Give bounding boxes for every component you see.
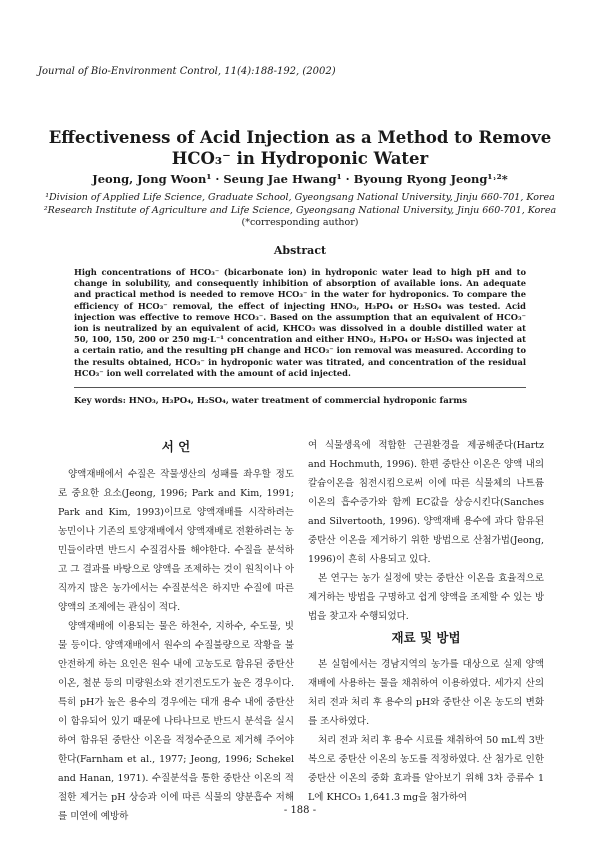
affiliation-1: ¹Division of Applied Life Science, Graduate School, Gyeongsang National University, Jinju 660-701, Korea [45, 192, 555, 203]
abstract-divider [74, 387, 526, 388]
section-heading-materials-methods: 재료 및 방법 [391, 630, 461, 645]
author-list: Jeong, Jong Woon¹ · Seung Jae Hwang¹ · Byoung Ryong Jeong¹˒²* [92, 172, 508, 186]
right-column-bottom [308, 655, 544, 807]
body-paragraph: 처리 전과 처리 후 용수 시료를 채취하여 50 mL씩 3반복으로 중탄산 이온의 농도를 적정하였다. 산 첨가로 인한 중탄산 이온의 중화 효과를 알아보기 위해 3차 증류수 1 L에 KHCO₃ 1,641.3 mg을 첨가하여 [308, 735, 544, 803]
body-paragraph: 본 실험에서는 경남지역의 농가를 대상으로 실제 양액재배에 사용하는 물을 채취하여 이용하였다. 세가지 산의 처리 전과 처리 후 용수의 pH와 중탄산 이온 농도의 변화를 조사하였다. [308, 659, 544, 727]
page-number: - 188 - [283, 805, 317, 816]
right-column-top [308, 436, 544, 626]
title-line-1: Effectiveness of Acid Injection as a Method to Remove [48, 128, 552, 147]
journal-citation: Journal of Bio-Environment Control, 11(4):188-192, (2002) [38, 66, 336, 77]
abstract-heading: Abstract [273, 244, 327, 257]
corresponding-author-note: (*corresponding author) [241, 217, 359, 228]
body-paragraph: 양액재배에서 수질은 작물생산의 성패를 좌우할 정도로 중요한 요소(Jeong, 1996; Park and Kim, 1991; Park and Kim, 1993)이므로 양액재배를 시작하려는 농민이나 기존의 토양재배에서 양액재배로 전환하려는 농민들이라면 반드시 수질검사를 해야한다. 수질을 분석하고 그 결과를 바탕으로 양액을 조제하는 것이 원칙이나 아직까지 많은 농가에서는 수질분석은 하지만 수질에 따른 양액의 조제에는 관심이 적다. [58, 469, 294, 613]
body-paragraph: 여 식물생육에 적합한 근권환경을 제공해준다(Hartz and Hochmuth, 1996). 한편 중탄산 이온은 양액 내의 칼슘이온을 침전시킴으로써 이에 따른 식물체의 나트륨 이온의 흡수증가와 함께 EC값을 상승시킨다(Sanches and Silvertooth, 1996). 양액재배 용수에 과다 함유된 중탄산 이온을 제거하기 위한 방법으로 산첨가법(Jeong, 1996)이 흔히 사용되고 있다. [308, 440, 544, 565]
section-heading-introduction: 서 언 [161, 439, 191, 454]
affiliations [0, 191, 600, 217]
left-column [58, 465, 294, 826]
affiliation-2: ²Research Institute of Agriculture and Life Science, Gyeongsang National University, Jinju 660-701, Korea [43, 205, 557, 216]
title-line-2: HCO₃⁻ in Hydroponic Water [171, 149, 429, 168]
body-paragraph: 본 연구는 농가 실정에 맞는 중탄산 이온을 효율적으로 제거하는 방법을 구명하고 쉽게 양액을 조제할 수 있는 방법을 찾고자 수행되었다. [308, 573, 544, 622]
keywords: Key words: HNO₃, H₃PO₄, H₂SO₄, water treatment of commercial hydroponic farms [74, 396, 467, 406]
paper-title [0, 127, 600, 169]
body-paragraph: 양액재배에 이용되는 물은 하천수, 지하수, 수도물, 빗물 등이다. 양액재배에서 원수의 수질불량으로 작황을 불안전하게 하는 요인은 원수 내에 고농도로 함유된 중탄산 이온, 철분 등의 미량원소와 전기전도도가 높은 경우이다. 특히 pH가 높은 용수의 경우에는 대개 용수 내에 중탄산이 함유되어 있기 때문에 나타나므로 반드시 분석을 실시하여 함유된 중탄산 이온을 적정수준으로 제거해 주어야 한다(Farnham et al., 1977; Jeong, 1996; Schekel and Hanan, 1971). 수질분석을 통한 중탄산 이온의 적절한 제거는 pH 상승과 이에 따른 식물의 양분흡수 저해를 미연에 예방하 [58, 621, 294, 822]
abstract-text: High concentrations of HCO₃⁻ (bicarbonate ion) in hydroponic water lead to high pH and to change in solubility, and consequently inhibition of absorption of available ions. An adequate and practical method is needed to remove HCO₃⁻ in the water for hydroponics. To compare the efficiency of HCO₃⁻ removal, the effect of injecting HNO₃, H₃PO₄ or H₂SO₄ was tested. Acid injection was effective to remove HCO₃⁻. Based on the assumption that an equivalent of HCO₃⁻ ion is neutralized by an equivalent of acid, KHCO₃ was dissolved in a double distilled water at 50, 100, 150, 200 or 250 mg·L⁻¹ concentration and either HNO₃, H₃PO₄ or H₂SO₄ was injected at a certain ratio, and the resulting pH change and HCO₃⁻ ion removal was measured. According to the results obtained, HCO₃⁻ in hydroponic water was titrated, and concentration of the residual HCO₃⁻ ion well correlated with the amount of acid injected. [74, 267, 526, 378]
